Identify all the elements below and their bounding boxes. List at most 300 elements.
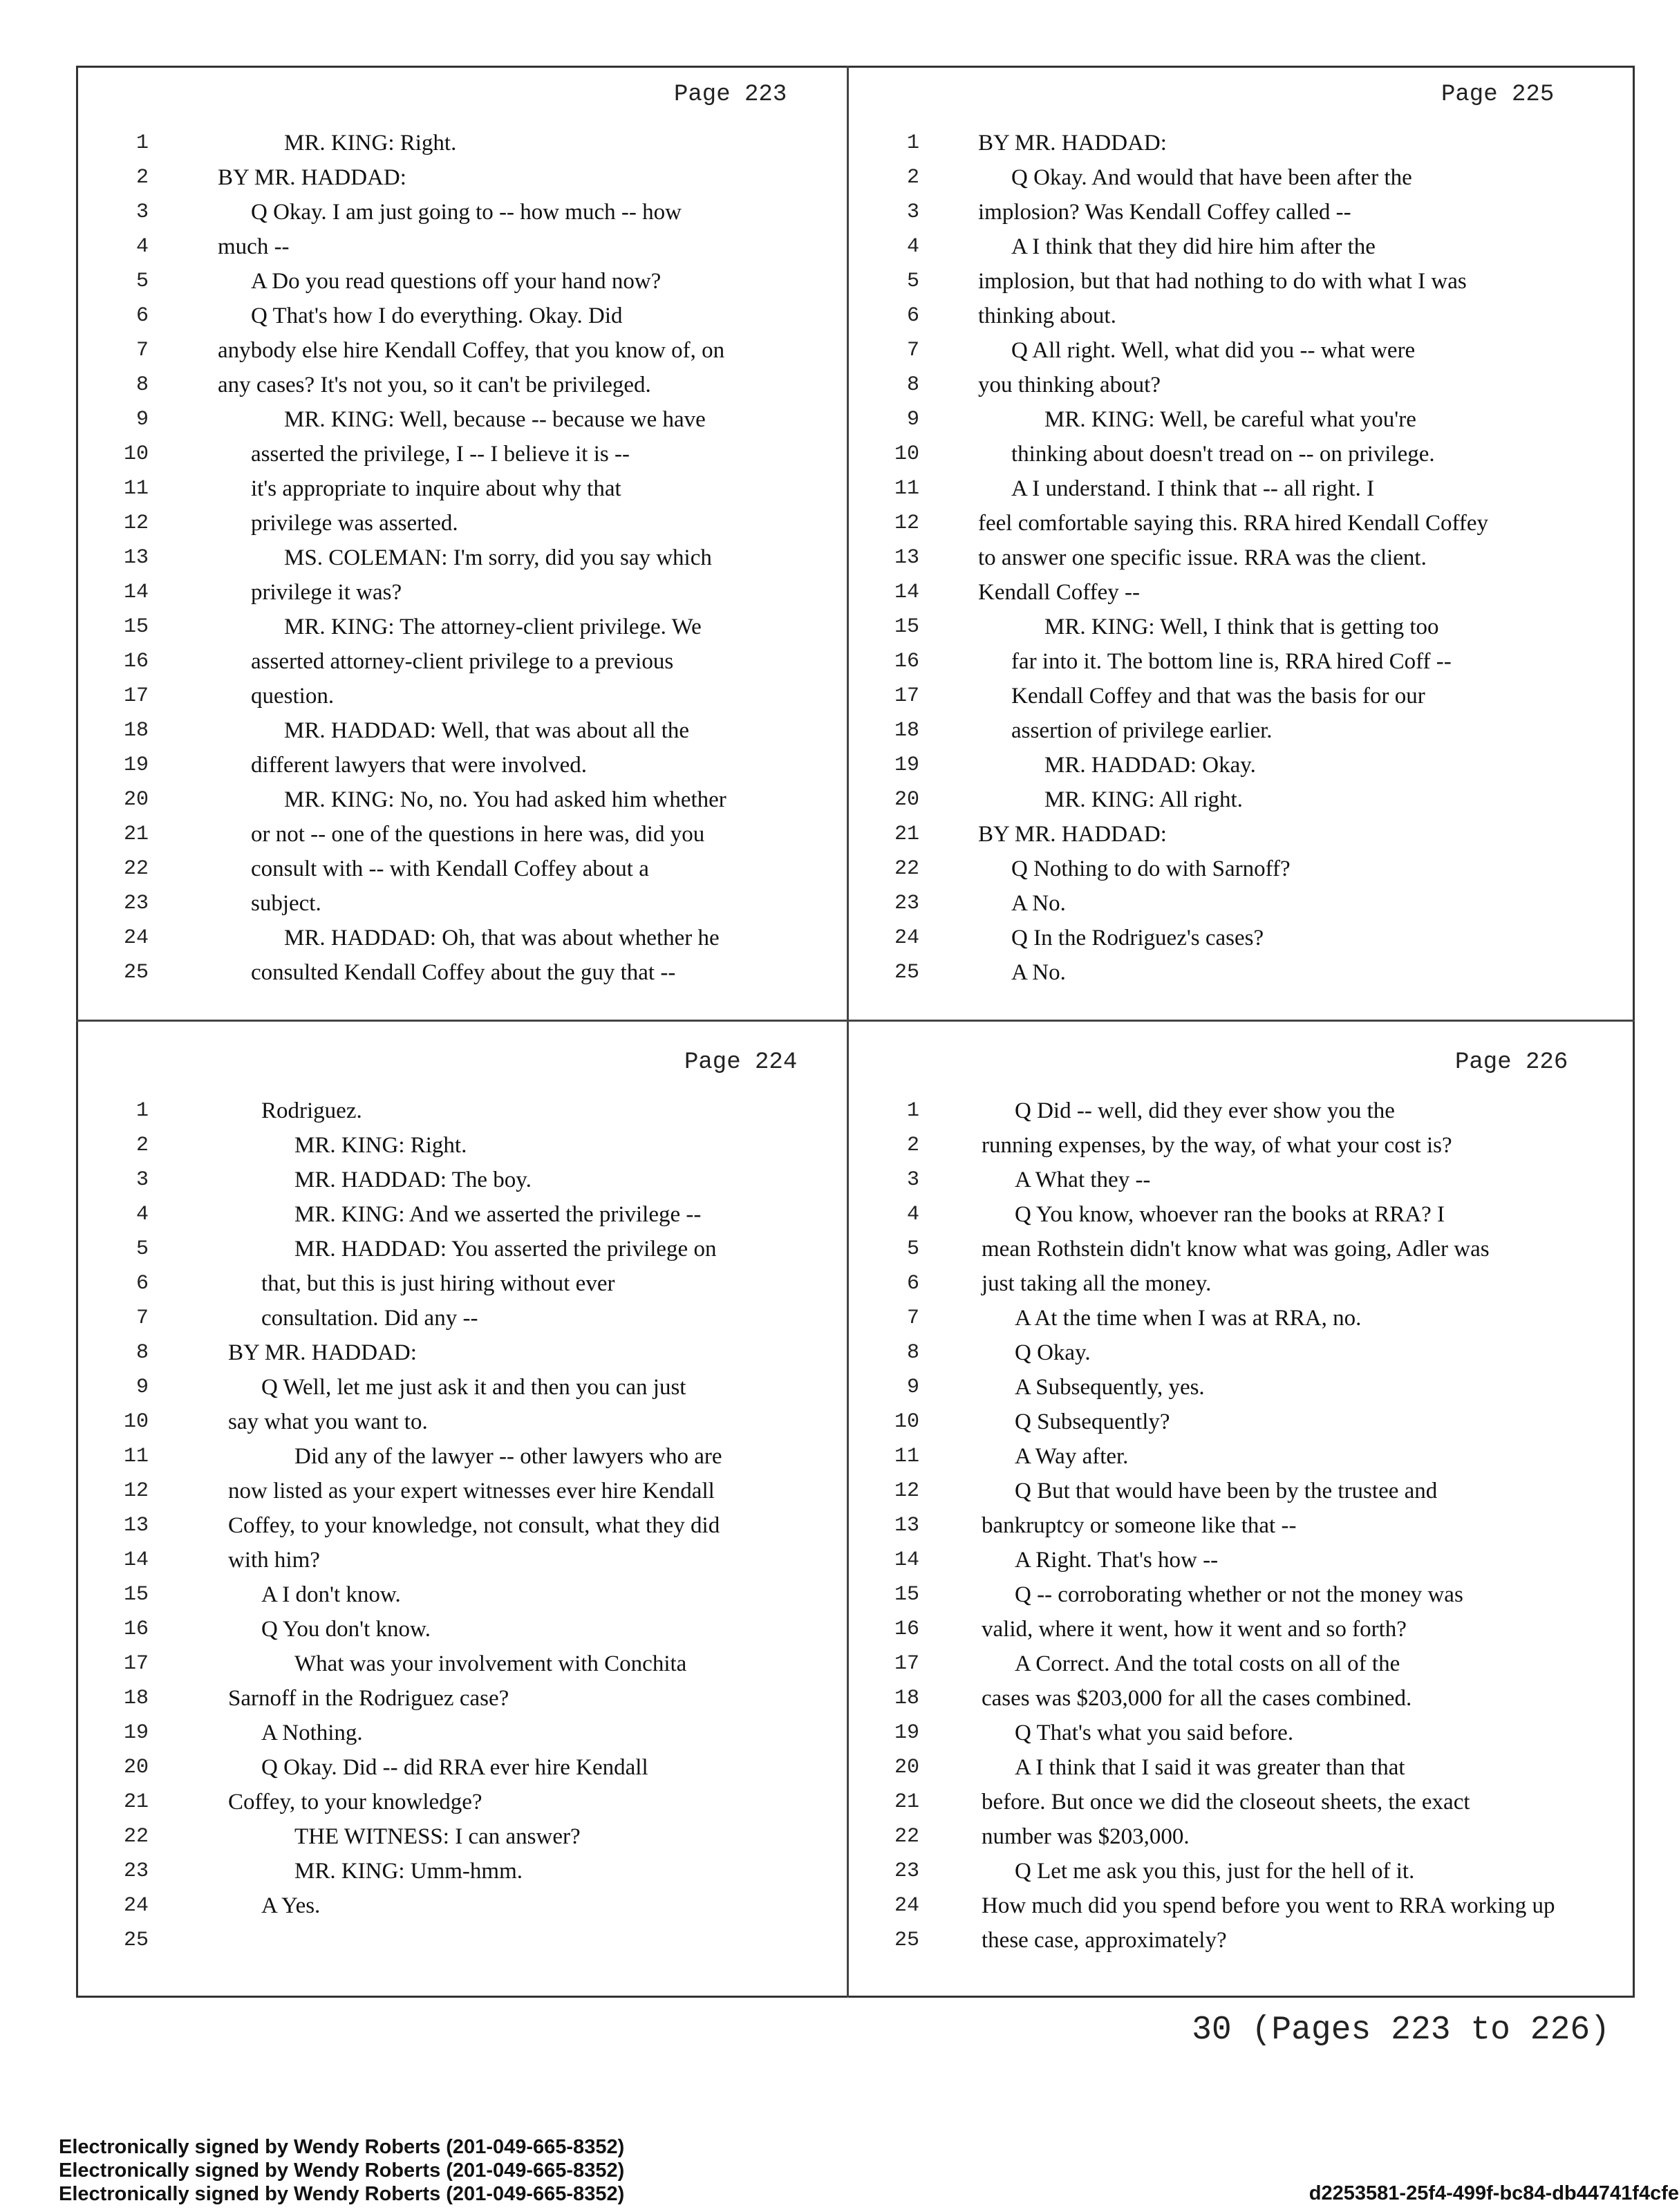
line-number: 22 [123,857,149,881]
line-text: just taking all the money. [982,1271,1212,1296]
signature-line: Electronically signed by Wendy Roberts (201-049-665-8352) [59,2136,625,2158]
transcript-line [79,1888,847,1923]
line-text: MR. KING: Well, I think that is getting too [1044,615,1439,639]
line-number: 4 [906,1203,919,1226]
line-number: 3 [135,1168,149,1192]
transcript-line [850,817,1617,852]
line-number: 20 [894,788,919,812]
line-text: Coffey, to your knowledge? [228,1790,482,1815]
line-text: with him? [228,1548,320,1573]
transcript-page-225 [850,69,1617,1016]
line-number: 25 [894,961,919,984]
line-number: 21 [894,1790,919,1814]
line-text: A Yes. [261,1893,321,1918]
line-number: 16 [123,650,149,673]
line-number: 6 [135,304,149,328]
line-text: A Way after. [1015,1444,1129,1469]
line-text: mean Rothstein didn't know what was going, Adler was [982,1237,1490,1262]
line-number: 25 [894,1929,919,1952]
line-text: Q That's how I do everything. Okay. Did [251,303,623,328]
line-text: A I think that they did hire him after the [1011,234,1376,259]
line-text: assertion of privilege earlier. [1011,718,1273,743]
line-number: 16 [894,1618,919,1641]
line-number: 1 [135,1099,149,1123]
line-number: 5 [906,270,919,293]
line-text: that, but this is just hiring without ever [261,1271,615,1296]
line-number: 2 [906,1134,919,1157]
line-number: 3 [906,1168,919,1192]
transcript-line [850,402,1617,437]
line-number: 14 [894,1548,919,1572]
line-number: 22 [123,1825,149,1848]
page-number-label: Page 226 [1455,1049,1568,1076]
line-text: A No. [1011,891,1066,916]
transcript-line [79,1785,847,1819]
transcript-line [850,471,1617,506]
transcript-line [79,1923,847,1958]
line-text: say what you want to. [228,1409,428,1434]
line-number: 22 [894,1825,919,1848]
transcript-line [79,1612,847,1647]
line-number: 5 [906,1237,919,1261]
line-text: A Subsequently, yes. [1015,1375,1205,1400]
line-text: A I don't know. [261,1582,401,1607]
transcript-line [850,1923,1617,1958]
line-number: 10 [894,1410,919,1434]
transcript-line [850,1750,1617,1785]
transcript-line [79,1750,847,1785]
line-text: you thinking about? [978,373,1161,397]
transcript-line [850,1163,1617,1197]
transcript-line [850,1647,1617,1681]
line-number: 16 [894,650,919,673]
line-text: Q You know, whoever ran the books at RRA? I [1015,1202,1445,1227]
line-number: 21 [894,823,919,846]
line-number: 23 [894,892,919,915]
line-number: 21 [123,1790,149,1814]
transcript-line [79,126,847,160]
line-text: Q You don't know. [261,1617,431,1642]
line-text: subject. [251,891,321,916]
line-text: BY MR. HADDAD: [978,131,1167,156]
line-number: 12 [123,1479,149,1503]
line-number: 4 [135,235,149,259]
transcript-line [79,748,847,782]
document-id: d2253581-25f4-499f-bc84-db44741f4cfe [1309,2182,1679,2204]
transcript-line [850,1094,1617,1128]
transcript-line [850,1439,1617,1474]
transcript-line [850,955,1617,990]
transcript-line [79,1335,847,1370]
transcript-line [850,1266,1617,1301]
line-number: 15 [123,1583,149,1606]
transcript-line [79,195,847,229]
line-text: anybody else hire Kendall Coffey, that you know of, on [218,338,725,363]
transcript-line [79,1681,847,1716]
line-text: Rodriguez. [261,1098,362,1123]
transcript-line [850,1543,1617,1577]
transcript-line [850,1128,1617,1163]
transcript-line [79,160,847,195]
line-number: 23 [894,1859,919,1883]
line-number: 6 [906,304,919,328]
transcript-line [79,1819,847,1854]
line-text: How much did you spend before you went to RRA working up [982,1893,1555,1918]
line-number: 14 [894,581,919,604]
transcript-line [850,575,1617,610]
line-text: Q Nothing to do with Sarnoff? [1011,856,1291,881]
transcript-page-223 [79,69,847,1016]
line-text: thinking about. [978,303,1116,328]
line-text: Q Okay. I am just going to -- how much -- how [251,200,682,225]
line-number: 9 [135,408,149,431]
line-text: MR. KING: Well, because -- because we have [284,407,706,432]
line-text: number was $203,000. [982,1824,1190,1849]
line-text: MR. KING: Right. [284,131,457,156]
line-number: 7 [906,1306,919,1330]
transcript-line [79,541,847,575]
transcript-line [850,1716,1617,1750]
transcript-line [79,1854,847,1888]
transcript-line [79,610,847,644]
line-number: 13 [894,1514,919,1537]
line-text: A What they -- [1015,1168,1151,1192]
line-number: 17 [894,1652,919,1676]
line-number: 2 [906,166,919,189]
line-number: 17 [894,684,919,708]
transcript-line [850,1301,1617,1335]
line-text: A Right. That's how -- [1015,1548,1219,1573]
transcript-line [850,264,1617,299]
line-number: 13 [123,546,149,570]
line-number: 11 [123,1445,149,1468]
transcript-line [850,368,1617,402]
transcript-line [850,748,1617,782]
page-number-label: Page 225 [1441,82,1555,108]
vertical-divider [847,66,849,1998]
transcript-line [850,1681,1617,1716]
line-text: valid, where it went, how it went and so forth? [982,1617,1407,1642]
transcript-line [850,126,1617,160]
line-number: 18 [123,1687,149,1710]
page-number-label: Page 224 [684,1049,798,1076]
line-number: 6 [135,1272,149,1295]
transcript-line [850,713,1617,748]
transcript-line [850,506,1617,541]
transcript-line [850,299,1617,333]
line-text: implosion? Was Kendall Coffey called -- [978,200,1351,225]
transcript-line [79,1128,847,1163]
line-text: Q Okay. [1015,1340,1091,1365]
line-text: any cases? It's not you, so it can't be privileged. [218,373,651,397]
line-number: 20 [123,1756,149,1779]
transcript-line [850,921,1617,955]
line-text: to answer one specific issue. RRA was the client. [978,545,1427,570]
line-text: now listed as your expert witnesses ever hire Kendall [228,1479,715,1503]
line-text: before. But once we did the closeout sheets, the exact [982,1790,1470,1815]
transcript-line [850,1854,1617,1888]
line-text: Q Well, let me just ask it and then you can just [261,1375,686,1400]
transcript-line [79,955,847,990]
transcript-line [79,471,847,506]
line-text: MS. COLEMAN: I'm sorry, did you say which [284,545,712,570]
transcript-line [850,852,1617,886]
line-number: 11 [894,477,919,500]
line-number: 23 [123,892,149,915]
line-text: consulted Kendall Coffey about the guy that -- [251,960,676,985]
line-number: 21 [123,823,149,846]
horizontal-divider [76,1020,1635,1022]
line-text: Sarnoff in the Rodriguez case? [228,1686,509,1711]
line-number: 20 [123,788,149,812]
line-text: MR. KING: The attorney-client privilege. We [284,615,702,639]
line-number: 12 [894,1479,919,1503]
line-number: 14 [123,581,149,604]
line-text: MR. HADDAD: Oh, that was about whether he [284,926,720,950]
line-text: or not -- one of the questions in here was, did you [251,822,705,847]
line-number: 7 [135,339,149,362]
line-number: 24 [894,1894,919,1918]
line-text: A No. [1011,960,1066,985]
transcript-line [79,1370,847,1405]
transcript-line [850,1508,1617,1543]
line-number: 3 [906,200,919,224]
transcript-line [79,644,847,679]
transcript-line [850,1405,1617,1439]
transcript-line [79,1405,847,1439]
line-number: 19 [894,1721,919,1745]
transcript-line [850,679,1617,713]
line-text: MR. HADDAD: Well, that was about all the [284,718,690,743]
line-text: asserted attorney-client privilege to a previous [251,649,674,674]
line-number: 19 [894,753,919,777]
transcript-line [79,402,847,437]
line-text: Kendall Coffey -- [978,580,1140,605]
line-text: Q But that would have been by the trustee and [1015,1479,1438,1503]
line-number: 24 [894,926,919,950]
transcript-line [79,817,847,852]
line-text: MR. KING: Well, be careful what you're [1044,407,1416,432]
transcript-line [79,1543,847,1577]
line-text: BY MR. HADDAD: [228,1340,417,1365]
line-number: 8 [135,373,149,397]
transcript-line [79,506,847,541]
line-text: much -- [218,234,290,259]
transcript-line [850,610,1617,644]
line-text: Kendall Coffey and that was the basis for our [1011,684,1425,709]
transcript-line [79,1197,847,1232]
line-text: consult with -- with Kendall Coffey about a [251,856,649,881]
transcript-line [850,1335,1617,1370]
transcript-line [79,368,847,402]
line-text: bankruptcy or someone like that -- [982,1513,1297,1538]
line-text: BY MR. HADDAD: [218,165,406,190]
line-text: Coffey, to your knowledge, not consult, what they did [228,1513,720,1538]
line-number: 16 [123,1618,149,1641]
transcript-line [850,333,1617,368]
line-number: 9 [906,1376,919,1399]
line-number: 7 [906,339,919,362]
line-text: MR. KING: Right. [294,1133,467,1158]
line-number: 23 [123,1859,149,1883]
transcript-line [850,1232,1617,1266]
transcript-page-224 [79,1023,847,1994]
transcript-line [79,1163,847,1197]
transcript-line [79,679,847,713]
line-text: Q -- corroborating whether or not the money was [1015,1582,1463,1607]
line-number: 18 [894,719,919,742]
line-text: MR. HADDAD: The boy. [294,1168,532,1192]
transcript-line [850,160,1617,195]
transcript-line [79,1094,847,1128]
line-text: A I think that I said it was greater than that [1015,1755,1405,1780]
line-text: THE WITNESS: I can answer? [294,1824,581,1849]
line-text: A Nothing. [261,1721,363,1745]
line-number: 4 [135,1203,149,1226]
line-text: privilege it was? [251,580,402,605]
line-number: 15 [894,615,919,639]
line-number: 14 [123,1548,149,1572]
signature-line: Electronically signed by Wendy Roberts (201-049-665-8352) [59,2159,625,2182]
transcript-line [850,541,1617,575]
line-number: 17 [123,1652,149,1676]
line-text: different lawyers that were involved. [251,753,587,778]
line-number: 3 [135,200,149,224]
line-number: 18 [123,719,149,742]
line-number: 11 [123,477,149,500]
line-text: MR. KING: All right. [1044,787,1243,812]
line-text: MR. HADDAD: Okay. [1044,753,1256,778]
line-text: MR. KING: Umm-hmm. [294,1859,523,1884]
line-text: asserted the privilege, I -- I believe it is -- [251,442,630,467]
line-text: implosion, but that had nothing to do with what I was [978,269,1467,294]
line-text: question. [251,684,335,709]
line-text: far into it. The bottom line is, RRA hired Coff -- [1011,649,1452,674]
page-number-label: Page 223 [674,82,787,108]
transcript-page-226 [850,1023,1617,1994]
transcript-line [850,1819,1617,1854]
line-number: 2 [135,166,149,189]
line-number: 10 [894,442,919,466]
transcript-line [79,782,847,817]
line-text: A I understand. I think that -- all right. I [1011,476,1375,501]
line-number: 17 [123,684,149,708]
transcript-line [850,1612,1617,1647]
line-number: 8 [906,1341,919,1365]
transcript-line [850,195,1617,229]
line-number: 19 [123,753,149,777]
line-text: MR. KING: No, no. You had asked him whether [284,787,726,812]
line-text: A Correct. And the total costs on all of the [1015,1651,1400,1676]
line-text: Q Okay. And would that have been after the [1011,165,1412,190]
line-text: Q Let me ask you this, just for the hell of it. [1015,1859,1415,1884]
line-number: 10 [123,1410,149,1434]
line-number: 2 [135,1134,149,1157]
line-text: it's appropriate to inquire about why that [251,476,621,501]
transcript-line [79,333,847,368]
transcript-line [79,437,847,471]
transcript-line [850,1370,1617,1405]
line-number: 24 [123,1894,149,1918]
line-number: 9 [135,1376,149,1399]
page-range-summary: 30 (Pages 223 to 226) [1192,2012,1610,2049]
line-number: 13 [123,1514,149,1537]
line-number: 6 [906,1272,919,1295]
transcript-line [79,229,847,264]
line-text: MR. KING: And we asserted the privilege -- [294,1202,702,1227]
line-text: feel comfortable saying this. RRA hired Kendall Coffey [978,511,1489,536]
transcript-line [79,1508,847,1543]
transcript-line [850,1785,1617,1819]
line-text: A At the time when I was at RRA, no. [1015,1306,1362,1331]
line-text: Q In the Rodriguez's cases? [1011,926,1264,950]
line-text: consultation. Did any -- [261,1306,478,1331]
transcript-line [850,782,1617,817]
line-text: thinking about doesn't tread on -- on privilege. [1011,442,1435,467]
line-number: 25 [123,961,149,984]
transcript-line [850,229,1617,264]
line-number: 8 [906,373,919,397]
transcript-line [850,1474,1617,1508]
transcript-line [79,1232,847,1266]
transcript-line [79,886,847,921]
line-text: Q Subsequently? [1015,1409,1170,1434]
line-number: 13 [894,546,919,570]
transcript-line [79,1577,847,1612]
line-text: BY MR. HADDAD: [978,822,1167,847]
line-number: 12 [123,512,149,535]
line-number: 15 [894,1583,919,1606]
line-text: Q All right. Well, what did you -- what were [1011,338,1416,363]
transcript-line [79,713,847,748]
line-number: 7 [135,1306,149,1330]
line-number: 22 [894,857,919,881]
transcript-line [79,1647,847,1681]
transcript-line [79,1266,847,1301]
line-number: 8 [135,1341,149,1365]
transcript-line [79,575,847,610]
transcript-line [850,886,1617,921]
line-number: 1 [906,1099,919,1123]
line-text: Q Okay. Did -- did RRA ever hire Kendall [261,1755,648,1780]
line-number: 24 [123,926,149,950]
line-text: running expenses, by the way, of what your cost is? [982,1133,1452,1158]
line-number: 11 [894,1445,919,1468]
line-text: Q Did -- well, did they ever show you the [1015,1098,1395,1123]
line-number: 10 [123,442,149,466]
transcript-line [79,852,847,886]
line-text: What was your involvement with Conchita [294,1651,687,1676]
line-text: A Do you read questions off your hand now? [251,269,662,294]
line-number: 18 [894,1687,919,1710]
transcript-line [79,264,847,299]
line-text: these case, approximately? [982,1928,1227,1953]
transcript-line [850,644,1617,679]
line-number: 12 [894,512,919,535]
transcript-line [850,1888,1617,1923]
line-text: MR. HADDAD: You asserted the privilege on [294,1237,717,1262]
transcript-line [79,1439,847,1474]
line-text: Q That's what you said before. [1015,1721,1294,1745]
line-number: 5 [135,270,149,293]
transcript-line [850,437,1617,471]
line-number: 1 [906,131,919,155]
line-text: cases was $203,000 for all the cases combined. [982,1686,1412,1711]
signature-line: Electronically signed by Wendy Roberts (201-049-665-8352) [59,2183,625,2205]
line-number: 20 [894,1756,919,1779]
transcript-line [79,1474,847,1508]
line-text: Did any of the lawyer -- other lawyers who are [294,1444,722,1469]
